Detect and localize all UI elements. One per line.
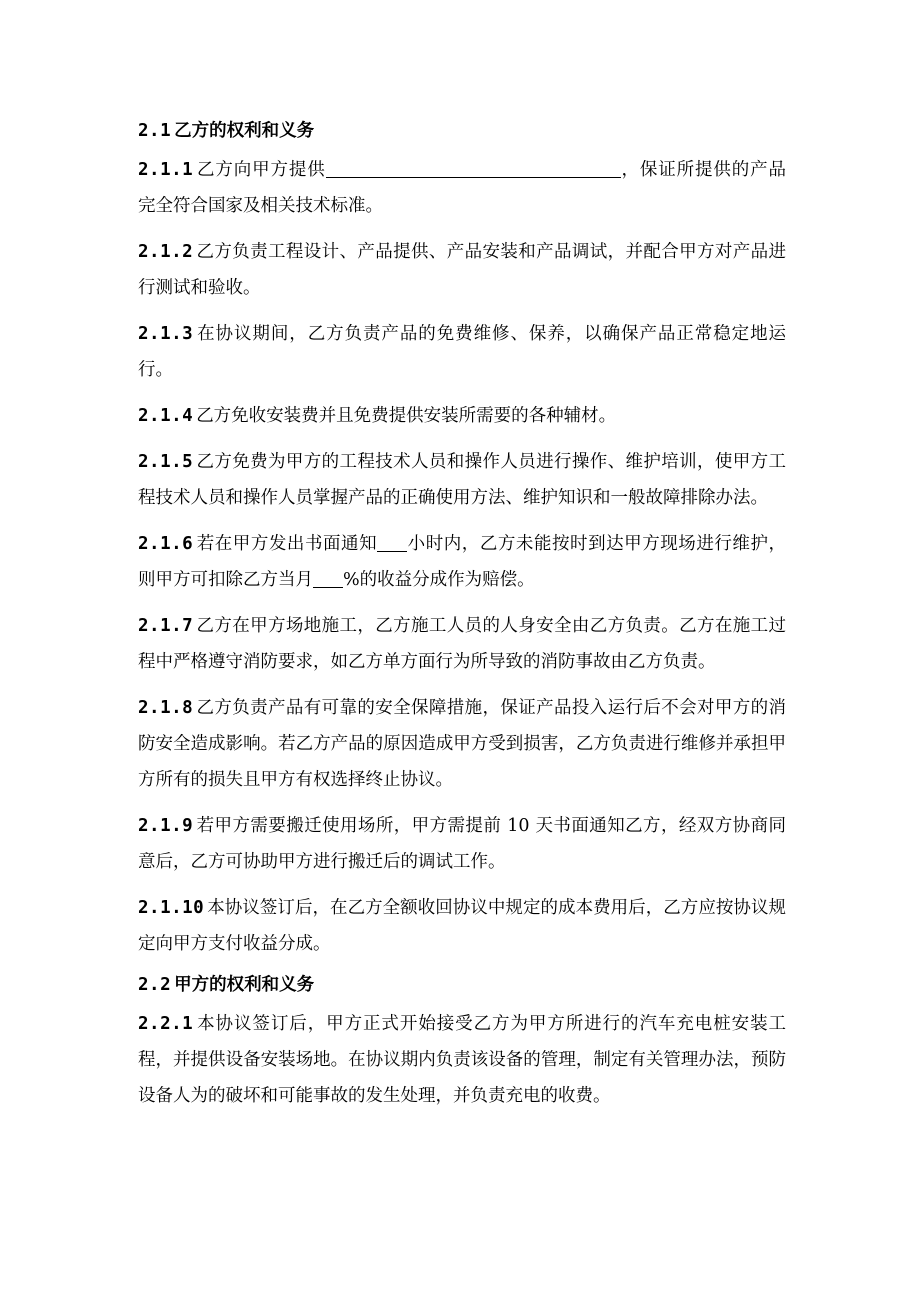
clause-text: 乙方负责产品有可靠的安全保障措施，保证产品投入运行后不会对甲方的消防安全造成影响。若乙方产品的原因造成甲方受到损害，乙方负责进行维修并承担甲方所有的损失且甲方有权选择终止协议。 <box>138 698 786 790</box>
clause-2-1-2 <box>138 234 786 306</box>
clause-number: 2.1.3 <box>138 324 194 344</box>
clause-text: ，保证所提供的产品完全符合国家及相关技术标准。 <box>138 160 787 216</box>
clause-text: 若甲方需要搬迁使用场所，甲方需提前 10 天书面通知乙方，经双方协商同意后，乙方可协助甲方进行搬迁后的调试工作。 <box>138 816 786 872</box>
clause-number: 2.1.2 <box>138 242 194 262</box>
clause-text: 在协议期间，乙方负责产品的免费维修、保养，以确保产品正常稳定地运行。 <box>138 324 786 380</box>
clause-number: 2.1.10 <box>138 898 205 918</box>
clause-text: %的收益分成作为赔偿。 <box>343 570 535 590</box>
document-page <box>138 118 786 1124</box>
clause-number: 2.1.7 <box>138 616 194 636</box>
clause-text: 乙方在甲方场地施工，乙方施工人员的人身安全由乙方负责。乙方在施工过程中严格遵守消防要求，如乙方单方面行为所导致的消防事故由乙方负责。 <box>138 616 786 672</box>
section-heading-2-1 <box>138 118 786 144</box>
clause-2-1-3 <box>138 316 786 388</box>
clause-number: 2.1.1 <box>138 160 194 180</box>
clause-2-2-1 <box>138 1006 786 1114</box>
clause-text: 本协议签订后，在乙方全额收回协议中规定的成本费用后，乙方应按协议规定向甲方支付收益分成。 <box>138 898 786 954</box>
clause-number: 2.1.8 <box>138 698 194 718</box>
clause-number: 2.1.5 <box>138 452 194 472</box>
clause-number: 2.1.9 <box>138 816 194 836</box>
clause-2-1-8 <box>138 690 786 798</box>
clause-text: 若在甲方发出书面通知 <box>196 534 378 554</box>
clause-2-1-10 <box>138 890 786 962</box>
fill-in-blank <box>326 159 621 178</box>
section-title: 甲方的权利和义务 <box>174 975 315 995</box>
clause-2-1-1 <box>138 152 786 224</box>
fill-in-blank-hours <box>377 533 407 552</box>
clause-text: 乙方向甲方提供 <box>196 160 326 180</box>
clause-text: 乙方负责工程设计、产品提供、产品安装和产品调试，并配合甲方对产品进行测试和验收。 <box>138 242 786 298</box>
clause-2-1-7 <box>138 608 786 680</box>
section-title: 乙方的权利和义务 <box>174 121 315 141</box>
clause-text: 乙方免费为甲方的工程技术人员和操作人员进行操作、维护培训，使甲方工程技术人员和操作人员掌握产品的正确使用方法、维护知识和一般故障排除办法。 <box>138 452 786 508</box>
clause-2-1-5 <box>138 444 786 516</box>
clause-number: 2.2.1 <box>138 1014 194 1034</box>
clause-text: 乙方免收安装费并且免费提供安装所需要的各种辅材。 <box>196 406 617 426</box>
clause-number: 2.1.6 <box>138 534 194 554</box>
clause-text: 本协议签订后，甲方正式开始接受乙方为甲方所进行的汽车充电桩安装工程，并提供设备安装场地。在协议期内负责该设备的管理，制定有关管理办法，预防设备人为的破坏和可能事故的发生处理，并负责充电的收费。 <box>138 1014 786 1106</box>
clause-number: 2.1.4 <box>138 406 194 426</box>
clause-2-1-4 <box>138 398 786 434</box>
section-number: 2.2 <box>138 975 172 995</box>
clause-2-1-6 <box>138 526 786 598</box>
clause-2-1-9 <box>138 808 786 880</box>
section-number: 2.1 <box>138 121 172 141</box>
clause-text: 小时内，乙方未能按时到达甲方现场进行维护，则甲方可扣除乙方当月 <box>138 534 787 590</box>
section-heading-2-2 <box>138 972 786 998</box>
fill-in-blank-percent <box>313 569 343 588</box>
